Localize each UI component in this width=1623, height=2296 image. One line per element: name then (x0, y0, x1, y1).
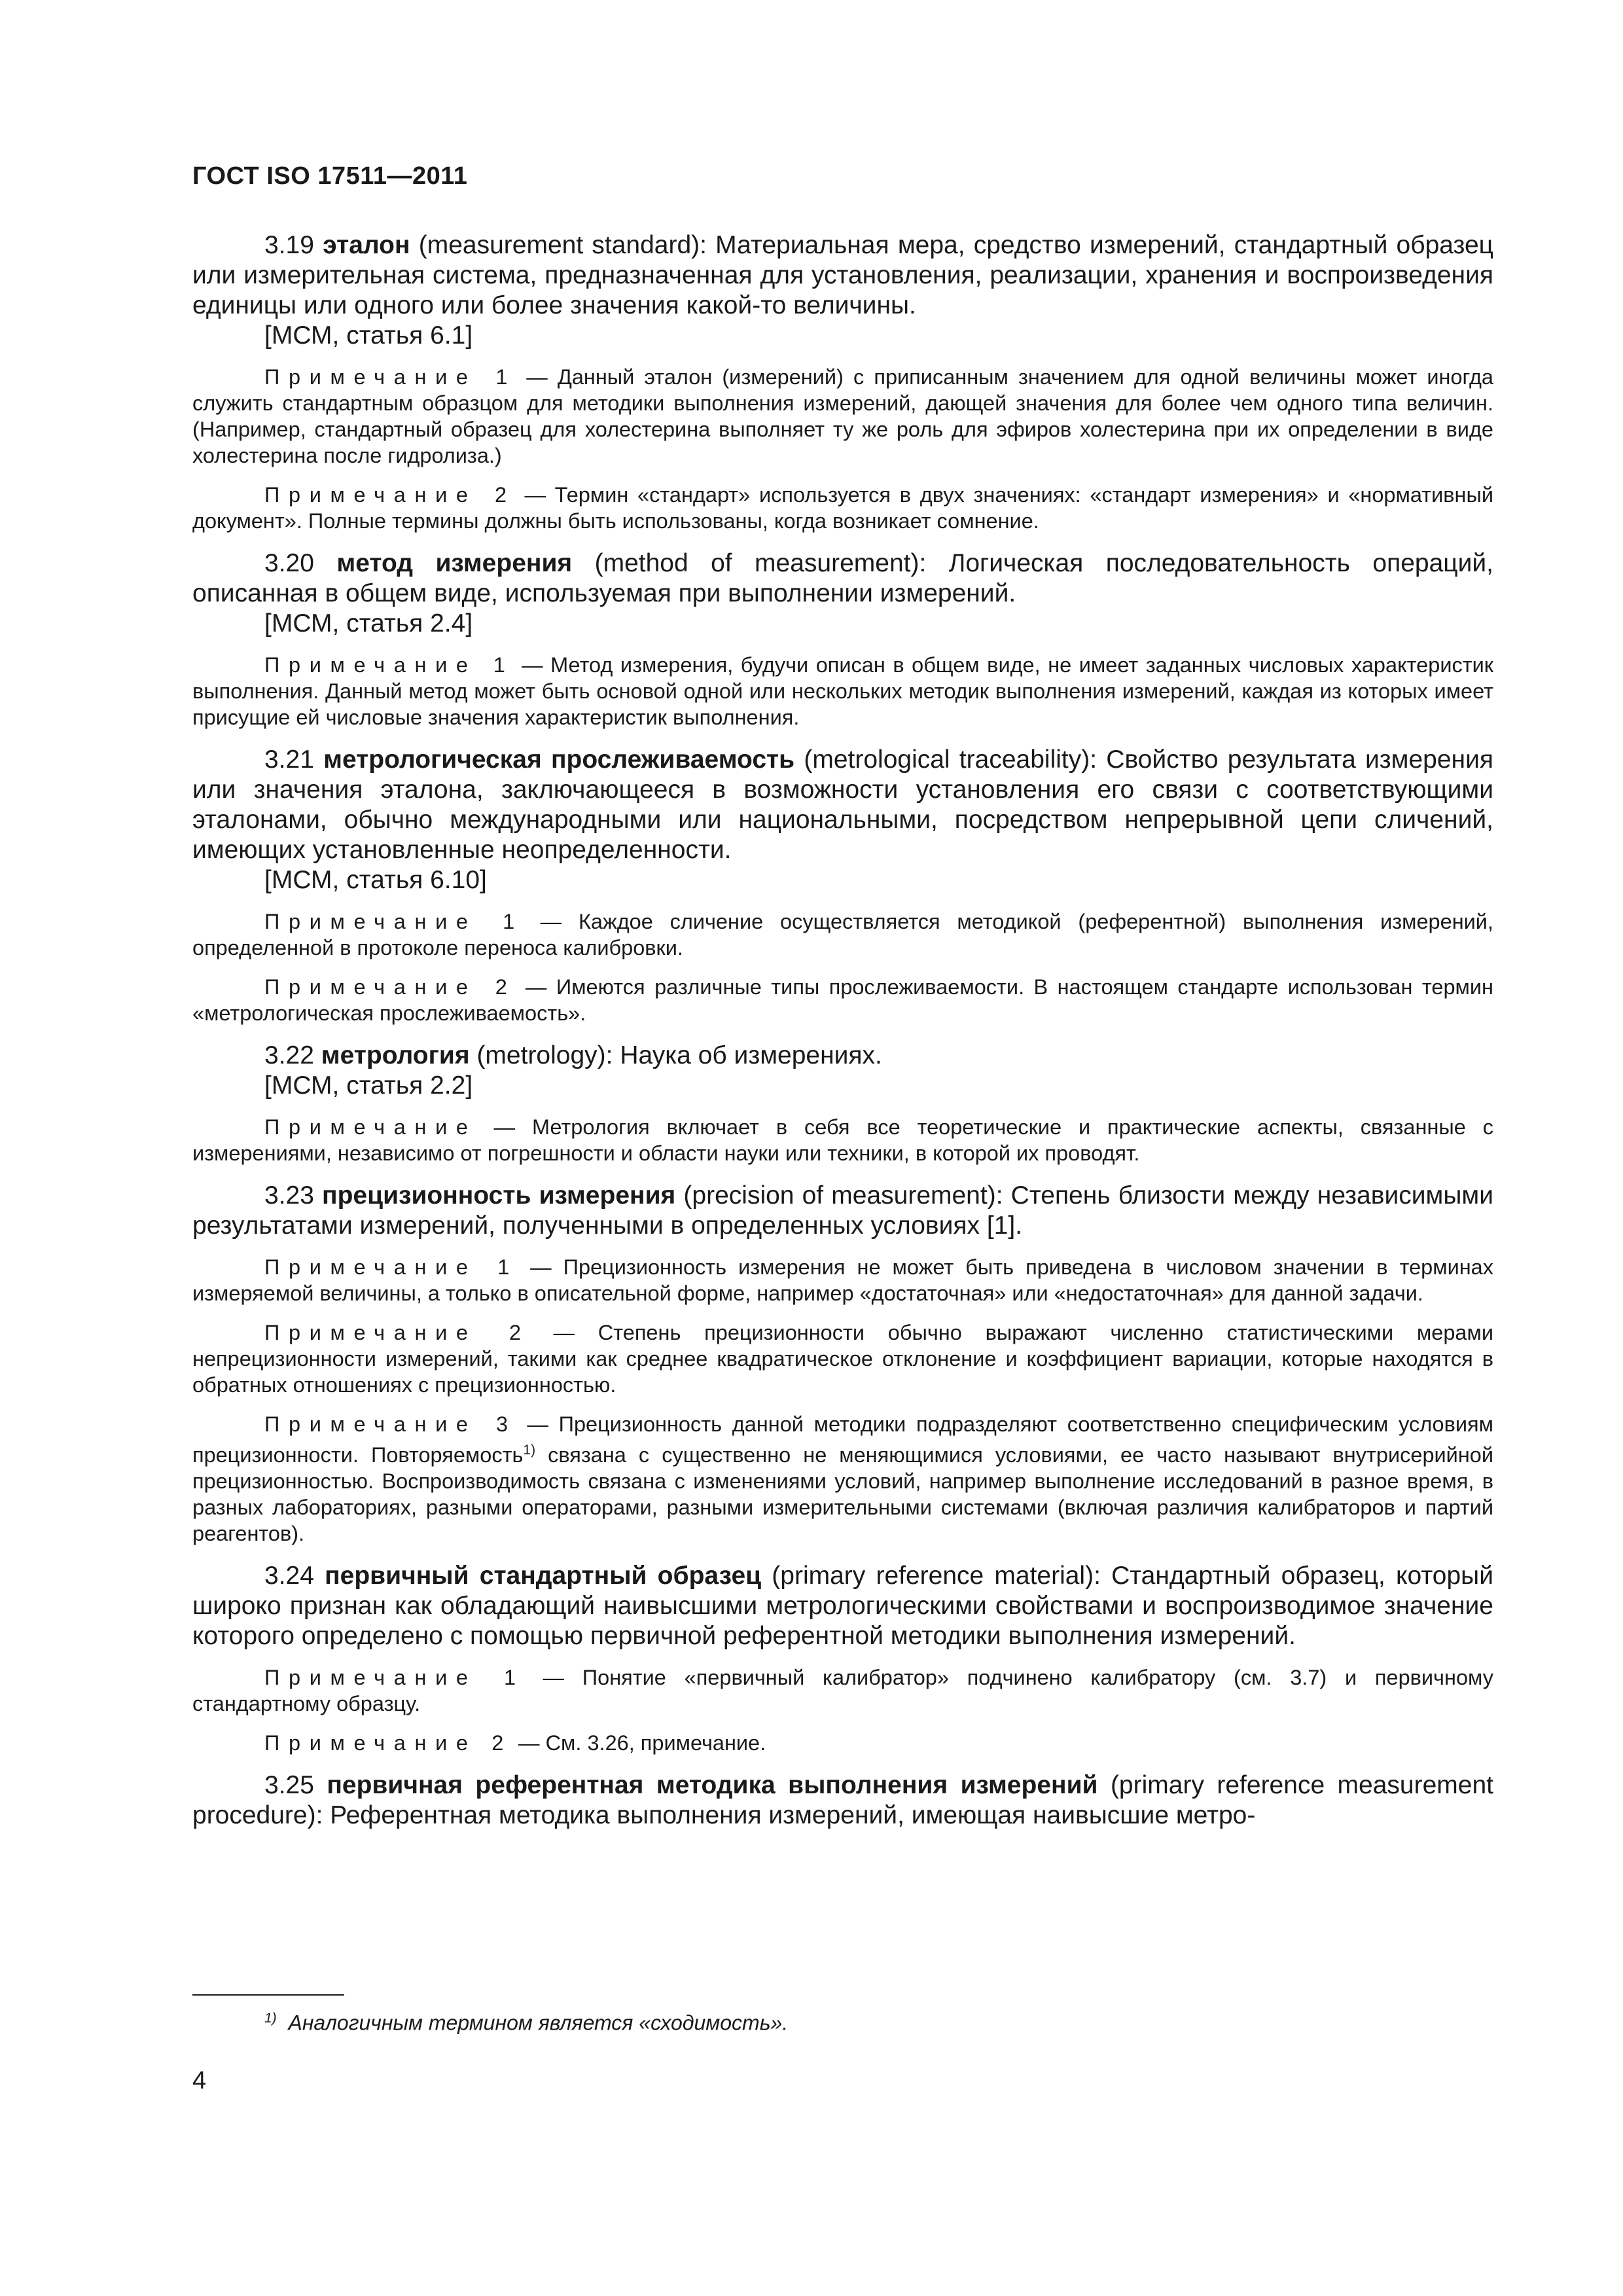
page-number: 4 (192, 2067, 207, 2094)
term-definition: (primary reference material): Стандартный образец, который широко признан как обладающий наивысшими метрологическими свойствами и воспроизводимое значение которого определено с помощью первичной референтной методики выполнения измерений. (192, 1561, 1493, 1650)
term-entry-3-24 (192, 1561, 1493, 1651)
note-text: — Метрология включает в себя все теоретические и практические аспекты, связанные с измерениями, независимо от погрешности и области науки или техники, в которой их проводят. (192, 1115, 1493, 1165)
term-number: 3.25 (264, 1770, 314, 1799)
term-definition: (precision of measurement): Степень близости между независимыми результатами измерений, полученными в определенных условиях [1]. (192, 1181, 1493, 1240)
note (192, 974, 1493, 1026)
term-name: эталон (323, 231, 410, 259)
note-label: Примечание 2 (264, 483, 516, 507)
note-text: — Степень прецизионности обычно выражают численно статистическими мерами непрецизионности измерений, такими как среднее квадратическое отклонение и коэффициент вариации, которые находятся в обратных отношениях с прецизионностью. (192, 1321, 1493, 1397)
note-label: Примечание 3 (264, 1412, 517, 1436)
note (192, 1114, 1493, 1166)
term-entry-3-19 (192, 230, 1493, 321)
term-name: первичная референтная методика выполнения измерений (327, 1770, 1098, 1799)
note (192, 1664, 1493, 1717)
note-label: Примечание 2 (264, 1731, 513, 1755)
note-text: — См. 3.26, примечание. (512, 1731, 766, 1755)
note-text: — Понятие «первичный калибратор» подчинено калибратору (см. 3.7) и первичному стандартному образцу. (192, 1665, 1493, 1715)
footnote-text: Аналогичным термином является «сходимость». (288, 2011, 789, 2035)
note-text: — Каждое сличение осуществляется методикой (референтной) выполнения измерений, определенной в протоколе переноса калибровки. (192, 910, 1493, 960)
note-label: Примечание 1 (264, 910, 524, 933)
page-header: ГОСТ ISO 17511—2011 (192, 162, 468, 190)
term-reference: [МСМ, статья 2.4] (264, 609, 473, 637)
term-reference: [МСМ, статья 6.10] (264, 866, 487, 894)
term-entry-3-20 (192, 548, 1493, 609)
note-label: Примечание 2 (264, 1321, 530, 1344)
term-number: 3.24 (264, 1561, 314, 1590)
note-label: Примечание (264, 1115, 477, 1139)
footnote-marker: 1) (523, 1443, 536, 1458)
term-definition: (metrology): Наука об измерениях. (469, 1041, 882, 1069)
note (192, 364, 1493, 469)
term-definition: (measurement standard): Материальная мера, средство измерений, стандартный образец или измерительная система, предназначенная для установления, реализации, хранения и воспроизведения единицы или одного или более значения какой-то величины. (192, 231, 1493, 319)
note-label: Примечание 1 (264, 1255, 519, 1279)
footnote (264, 2011, 788, 2036)
note-text: связана с существенно не меняющимися условиями, ее часто называют внутрисерийной прецизионностью. Воспроизводимость связана с изменениями условий, например выполнение исследований в разное время, в разных лабораториях, разными операторами, разными измерительными системами (включая различия калибраторов и партий реагентов). (192, 1443, 1494, 1545)
term-entry-3-25 (192, 1770, 1493, 1831)
term-reference: [МСМ, статья 6.1] (264, 321, 473, 350)
term-name: метод измерения (336, 549, 573, 577)
term-entry-3-23 (192, 1181, 1493, 1241)
note-label: Примечание 1 (264, 653, 514, 677)
term-number: 3.23 (264, 1181, 314, 1210)
note (192, 1730, 1493, 1756)
note (192, 1254, 1493, 1306)
footnote-divider (192, 1994, 344, 1996)
term-name: прецизионность измерения (322, 1181, 676, 1210)
note-label: Примечание 2 (264, 975, 516, 999)
term-entry-3-22 (192, 1041, 1493, 1071)
note-text: — Термин «стандарт» используется в двух значениях: «стандарт измерения» и «нормативный документ». Полные термины должны быть использованы, когда возникает сомнение. (192, 483, 1493, 533)
document-body (192, 230, 1493, 1831)
term-number: 3.20 (264, 549, 314, 577)
term-reference: [МСМ, статья 2.2] (264, 1071, 473, 1100)
term-definition: (metrological traceability): Свойство результата измерения или значения эталона, заключающееся в возможности установления его связи с соответствующими эталонами, обычно международными или национальными, посредством непрерывной цепи сличений, имеющих установленные неопределенности. (192, 745, 1493, 864)
note-text: — Имеются различные типы прослеживаемости. В настоящем стандарте использован термин «метрологическая прослеживаемость». (192, 975, 1493, 1025)
note (192, 1411, 1493, 1547)
term-name: метрологическая прослеживаемость (323, 745, 795, 774)
note-text: — Прецизионность данной методики подразделяют соответственно специфическим условиям прецизионности. Повторяемость (192, 1412, 1493, 1467)
term-entry-3-21 (192, 745, 1493, 865)
note-label: Примечание 1 (264, 1665, 525, 1689)
term-number: 3.21 (264, 745, 314, 774)
note-label: Примечание 1 (264, 365, 517, 389)
term-definition: (primary reference measurement procedure): Референтная методика выполнения измерений, имеющая наивысшие метро- (192, 1770, 1493, 1829)
note-text: — Прецизионность измерения не может быть приведена в числовом значении в терминах измеряемой величины, а только в описательной форме, например «достаточная» или «недостаточная» для данной задачи. (192, 1255, 1493, 1305)
term-name: метрология (321, 1041, 470, 1069)
term-number: 3.19 (264, 231, 314, 259)
note (192, 482, 1493, 534)
note (192, 908, 1493, 961)
term-number: 3.22 (264, 1041, 314, 1069)
note-text: — Данный эталон (измерений) с приписанным значением для одной величины может иногда служить стандартным образцом для методики выполнения измерений, дающей значения для более чем одного типа величин. (Например, стандартный образец для холестерина выполняет ту же роль для эфиров холестерина при их определении в виде холестерина после гидролиза.) (192, 365, 1493, 467)
note (192, 1319, 1493, 1398)
footnote-marker: 1) (264, 2011, 277, 2026)
note (192, 652, 1493, 730)
term-name: первичный стандартный образец (325, 1561, 762, 1590)
note-text: — Метод измерения, будучи описан в общем виде, не имеет заданных числовых характеристик выполнения. Данный метод может быть основой одной или нескольких методик выполнения измерений, каждая из которых имеет присущие ей числовые значения характеристик выполнения. (192, 653, 1493, 729)
term-definition: (method of measurement): Логическая последовательность операций, описанная в общем виде, используемая при выполнении измерений. (192, 549, 1494, 607)
